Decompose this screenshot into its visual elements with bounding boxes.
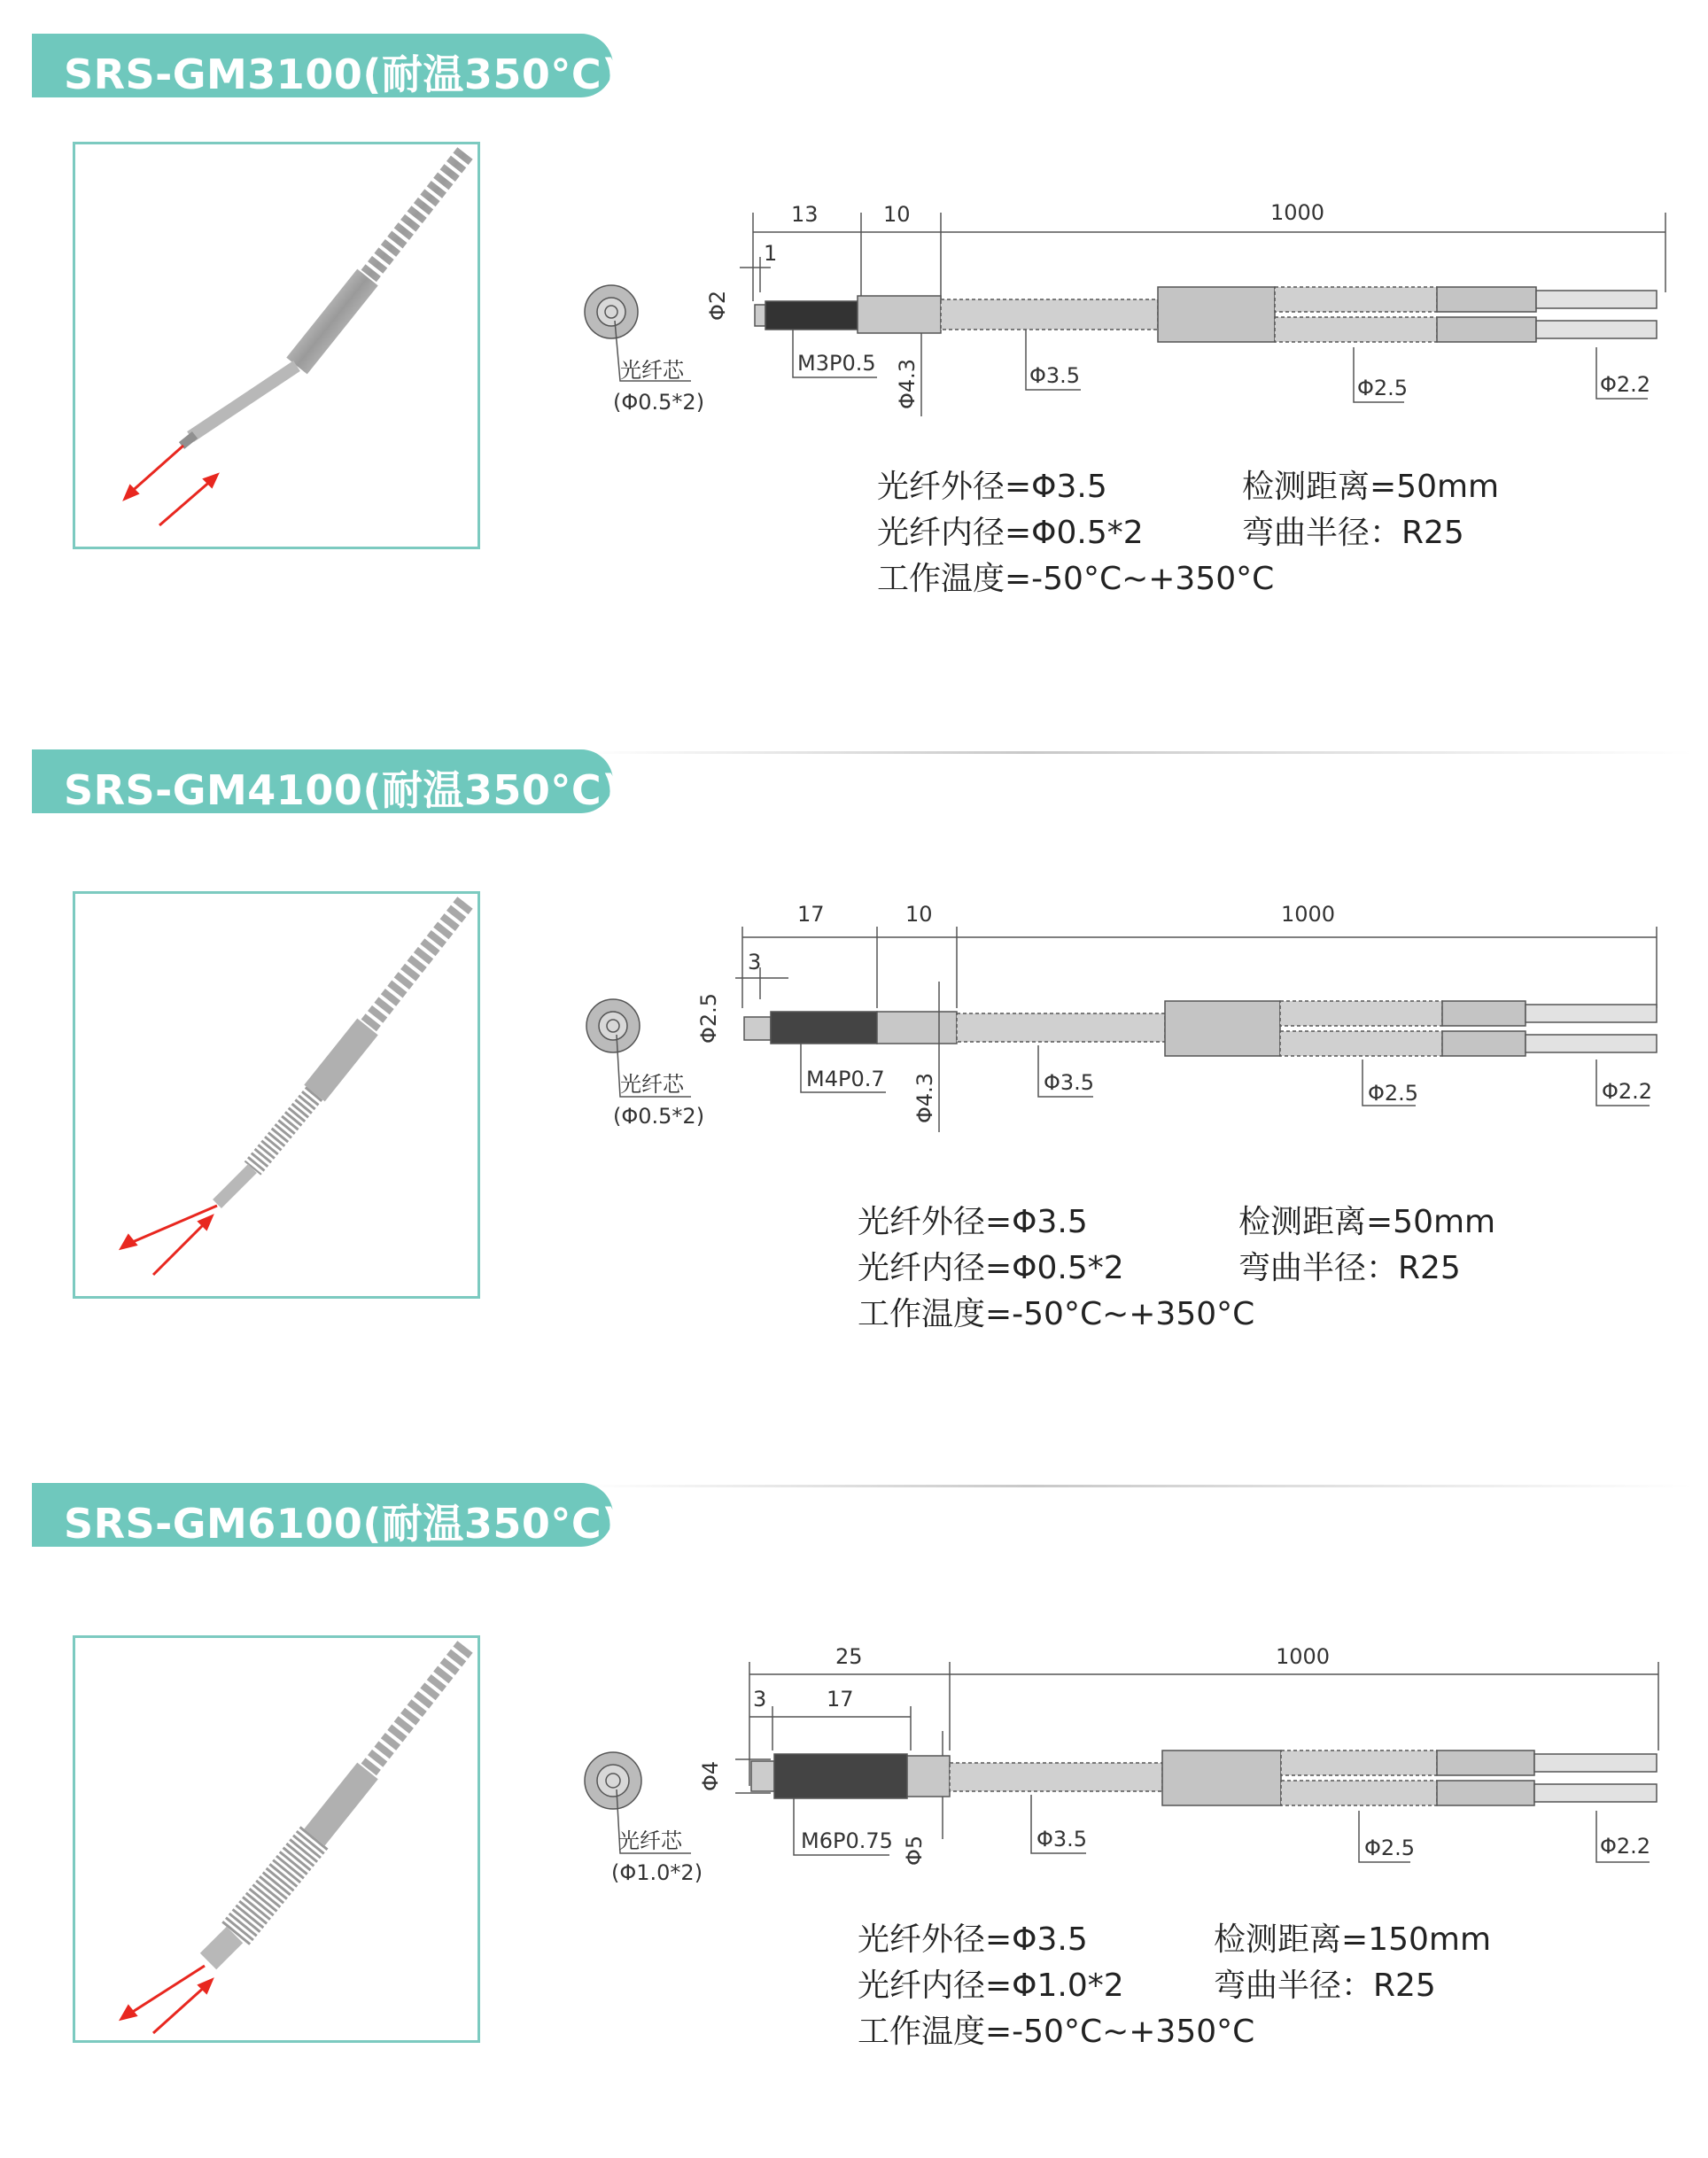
- section-title: SRS-GM6100(耐温350°C): [64, 1500, 621, 1548]
- dim-tube-diameter: Φ3.5: [1044, 1070, 1095, 1095]
- dim-length-4: 1: [764, 241, 778, 266]
- dim-length-2: 10: [905, 902, 933, 927]
- core-label: 光纤芯: [620, 358, 684, 383]
- spec-temperature: 工作温度=-50°C~+350°C: [858, 2014, 1255, 2050]
- dim-length-1: 17: [797, 902, 825, 927]
- dimension-drawing: [0, 0, 1708, 709]
- dim-length-4: 3: [753, 1687, 767, 1712]
- dim-length-2: 17: [827, 1687, 854, 1712]
- spec-detect-distance: 检测距离=150mm: [1214, 1921, 1492, 1958]
- dim-thread: M6P0.75: [801, 1828, 893, 1853]
- product-section-gm4100: [0, 716, 1708, 1424]
- core-label: 光纤芯: [618, 1828, 682, 1853]
- spec-temperature: 工作温度=-50°C~+350°C: [858, 1296, 1255, 1332]
- spec-temperature: 工作温度=-50°C~+350°C: [877, 561, 1275, 597]
- spec-bend-radius: 弯曲半径：R25: [1238, 1250, 1461, 1286]
- dim-length-1: 25: [835, 1644, 863, 1669]
- spec-outer-diameter: 光纤外径=Φ3.5: [858, 1204, 1088, 1240]
- dim-thread: M4P0.7: [806, 1067, 885, 1091]
- dim-split-diameter: Φ2.5: [1357, 376, 1409, 400]
- dim-length-3: 1000: [1276, 1644, 1331, 1669]
- spec-detect-distance: 检测距离=50mm: [1238, 1204, 1496, 1240]
- product-section-gm6100: [0, 1449, 1708, 2158]
- dim-thread: M3P0.5: [797, 351, 876, 376]
- dim-end-diameter: Φ2.2: [1600, 372, 1651, 397]
- spec-outer-diameter: 光纤外径=Φ3.5: [877, 469, 1107, 505]
- dim-body-diameter: Φ5: [902, 1835, 927, 1866]
- core-size: (Φ0.5*2): [613, 1104, 705, 1129]
- dim-tip-diameter: Φ2: [705, 290, 730, 321]
- core-size: (Φ1.0*2): [611, 1860, 703, 1885]
- spec-list-right: [1242, 464, 1499, 556]
- spec-list-left: [858, 1199, 1254, 1338]
- dim-body-diameter: Φ4.3: [912, 1072, 937, 1123]
- dim-split-diameter: Φ2.5: [1368, 1081, 1419, 1106]
- dimension-drawing: [0, 716, 1708, 1424]
- dim-length-1: 13: [791, 202, 819, 227]
- spec-outer-diameter: 光纤外径=Φ3.5: [858, 1921, 1088, 1958]
- core-label: 光纤芯: [620, 1072, 684, 1097]
- dim-length-2: 10: [883, 202, 911, 227]
- spec-bend-radius: 弯曲半径：R25: [1214, 1968, 1436, 2004]
- section-title: SRS-GM3100(耐温350°C): [64, 50, 621, 98]
- spec-detect-distance: 检测距离=50mm: [1242, 469, 1500, 505]
- dim-length-3: 1000: [1270, 200, 1325, 225]
- spec-list-left: [877, 464, 1274, 602]
- spec-list-right: [1214, 1917, 1491, 2009]
- spec-list-left: [858, 1917, 1254, 2055]
- dim-length-4: 3: [748, 950, 762, 974]
- section-title: SRS-GM4100(耐温350°C): [64, 766, 621, 814]
- dim-length-3: 1000: [1281, 902, 1336, 927]
- dim-end-diameter: Φ2.2: [1600, 1834, 1651, 1859]
- dim-tube-diameter: Φ3.5: [1036, 1827, 1088, 1851]
- spec-list-right: [1238, 1199, 1495, 1292]
- spec-inner-diameter: 光纤内径=Φ0.5*2: [877, 515, 1144, 551]
- spec-inner-diameter: 光纤内径=Φ1.0*2: [858, 1968, 1124, 2004]
- dimension-drawing: [0, 1449, 1708, 2158]
- spec-inner-diameter: 光纤内径=Φ0.5*2: [858, 1250, 1124, 1286]
- dim-split-diameter: Φ2.5: [1364, 1836, 1416, 1860]
- dim-end-diameter: Φ2.2: [1602, 1079, 1653, 1104]
- dim-tip-diameter: Φ2.5: [696, 992, 721, 1044]
- spec-bend-radius: 弯曲半径：R25: [1242, 515, 1464, 551]
- dim-tip-diameter: Φ4: [698, 1760, 723, 1791]
- dim-body-diameter: Φ4.3: [895, 358, 920, 409]
- core-size: (Φ0.5*2): [613, 390, 705, 415]
- product-section-gm3100: [0, 0, 1708, 709]
- dim-tube-diameter: Φ3.5: [1029, 363, 1081, 388]
